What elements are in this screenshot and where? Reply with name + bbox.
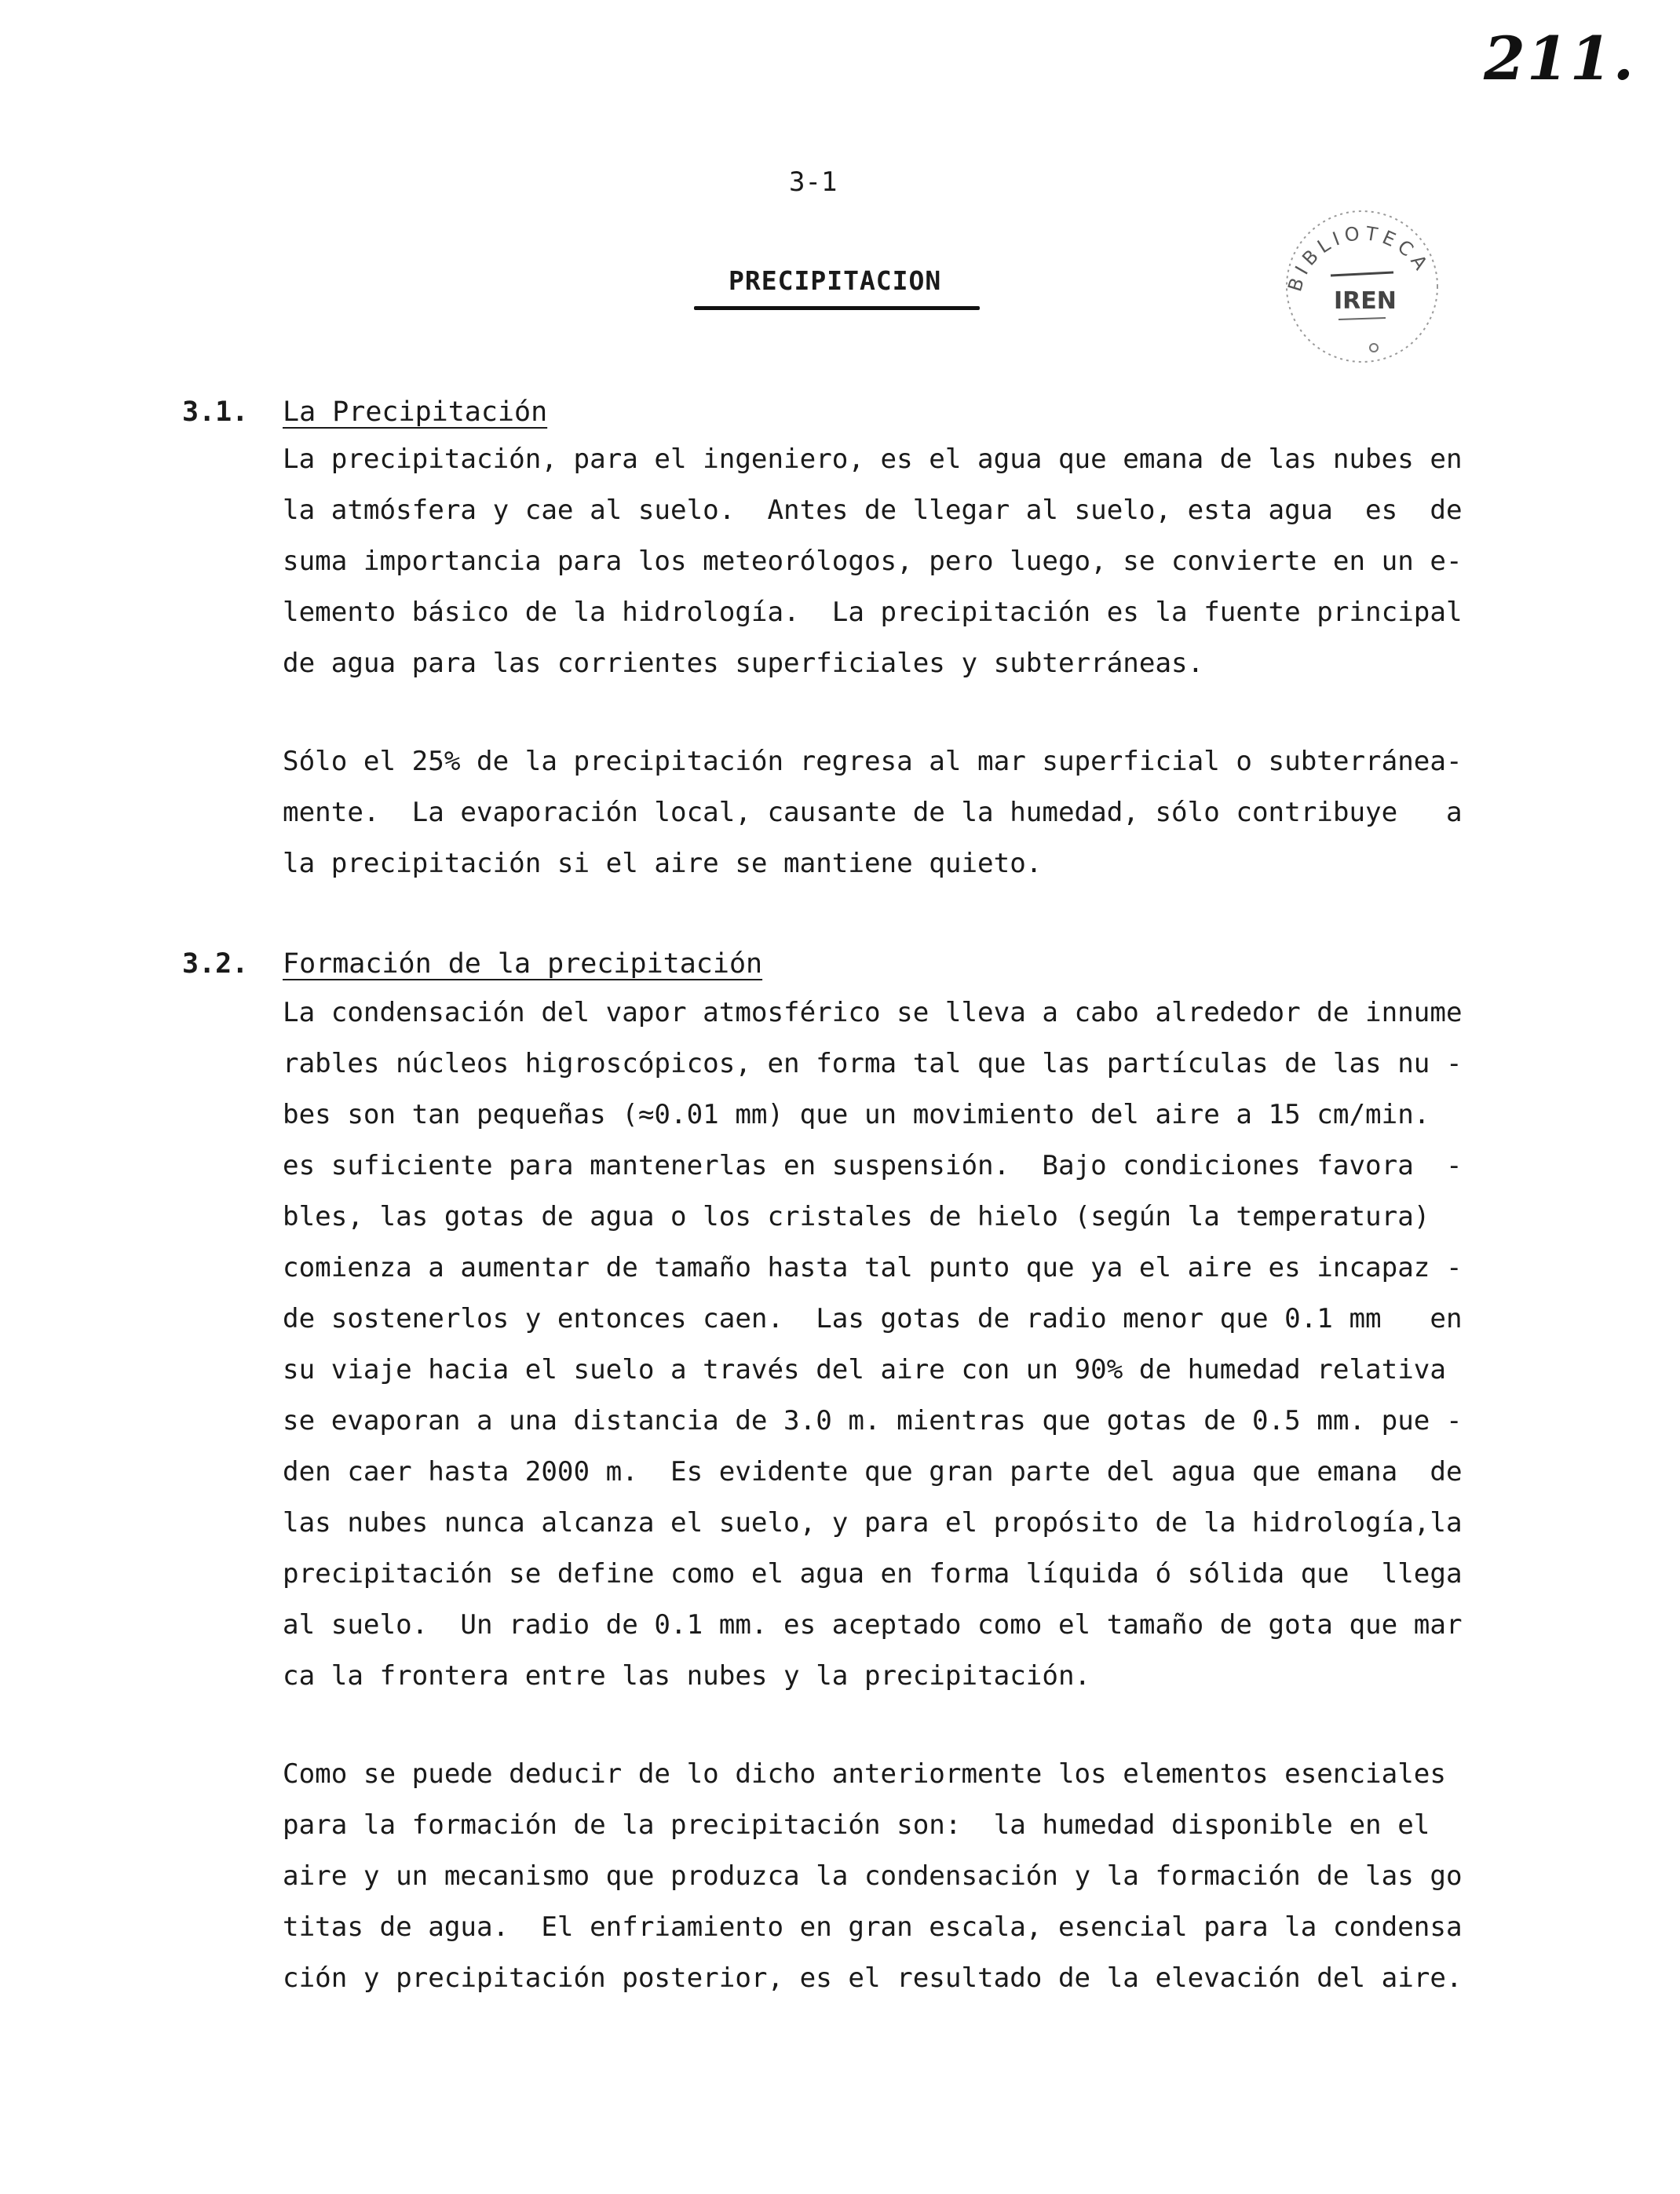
- text-line: su viaje hacia el suelo a través del aire con un 90% de humedad relativa: [283, 1354, 1446, 1385]
- text-line: mente. La evaporación local, causante de la humedad, sólo contribuye a: [283, 797, 1463, 828]
- text-line: bles, las gotas de agua o los cristales de hielo (según la temperatura): [283, 1201, 1430, 1232]
- stamp-ring-text: BIBLIOTECA: [1284, 221, 1434, 294]
- section-number: 3.1.: [182, 396, 249, 428]
- text-line: Como se puede deducir de lo dicho anteriormente los elementos esenciales: [283, 1758, 1446, 1790]
- text-line: para la formación de la precipitación son: la humedad disponible en el: [283, 1809, 1430, 1841]
- text-line: la precipitación si el aire se mantiene quieto.: [283, 848, 1043, 879]
- section-heading: La Precipitación: [283, 396, 548, 428]
- handwritten-page-number: 211.: [1484, 24, 1636, 93]
- text-line: precipitación se define como el agua en forma líquida ó sólida que llega: [283, 1558, 1463, 1590]
- title-underline: [694, 306, 980, 310]
- text-line: se evaporan a una distancia de 3.0 m. mientras que gotas de 0.5 mm. pue -: [283, 1405, 1463, 1437]
- library-stamp: [1276, 200, 1448, 373]
- text-line: den caer hasta 2000 m. Es evidente que gran parte del agua que emana de: [283, 1456, 1463, 1488]
- text-line: bes son tan pequeñas (≈0.01 mm) que un movimiento del aire a 15 cm/min.: [283, 1099, 1430, 1130]
- text-line: las nubes nunca alcanza el suelo, y para el propósito de la hidrología,la: [283, 1507, 1463, 1539]
- stamp-graphic: [1276, 200, 1448, 373]
- stamp-center-text: IREN: [1334, 287, 1397, 315]
- text-line: al suelo. Un radio de 0.1 mm. es aceptado como el tamaño de gota que mar: [283, 1609, 1463, 1641]
- section-heading: Formación de la precipitación: [283, 948, 763, 980]
- text-line: de agua para las corrientes superficiales y subterráneas.: [283, 648, 1204, 679]
- svg-text:BIBLIOTECA: [1284, 222, 1434, 294]
- text-line: ca la frontera entre las nubes y la precipitación.: [283, 1660, 1091, 1692]
- text-line: es suficiente para mantenerlas en suspensión. Bajo condiciones favora -: [283, 1150, 1463, 1181]
- text-line: La precipitación, para el ingeniero, es el agua que emana de las nubes en: [283, 444, 1463, 475]
- text-line: la atmósfera y cae al suelo. Antes de llegar al suelo, esta agua es de: [283, 495, 1463, 526]
- text-line: comienza a aumentar de tamaño hasta tal punto que ya el aire es incapaz -: [283, 1252, 1463, 1283]
- text-line: ción y precipitación posterior, es el resultado de la elevación del aire.: [283, 1962, 1463, 1994]
- text-line: de sostenerlos y entonces caen. Las gotas de radio menor que 0.1 mm en: [283, 1303, 1463, 1334]
- text-line: rables núcleos higroscópicos, en forma tal que las partículas de las nu -: [283, 1048, 1463, 1079]
- text-line: aire y un mecanismo que produzca la condensación y la formación de las go: [283, 1860, 1463, 1892]
- section-number: 3.2.: [182, 948, 249, 980]
- text-line: suma importancia para los meteorólogos, pero luego, se convierte en un e-: [283, 546, 1463, 577]
- text-line: lemento básico de la hidrología. La precipitación es la fuente principal: [283, 597, 1463, 628]
- text-line: Sólo el 25% de la precipitación regresa al mar superficial o subterránea-: [283, 746, 1463, 777]
- chapter-title: PRECIPITACION: [729, 265, 942, 296]
- text-line: La condensación del vapor atmosférico se lleva a cabo alrededor de innume: [283, 997, 1463, 1028]
- chapter-number: 3-1: [789, 166, 838, 198]
- text-line: titas de agua. El enfriamiento en gran escala, esencial para la condensa: [283, 1911, 1463, 1943]
